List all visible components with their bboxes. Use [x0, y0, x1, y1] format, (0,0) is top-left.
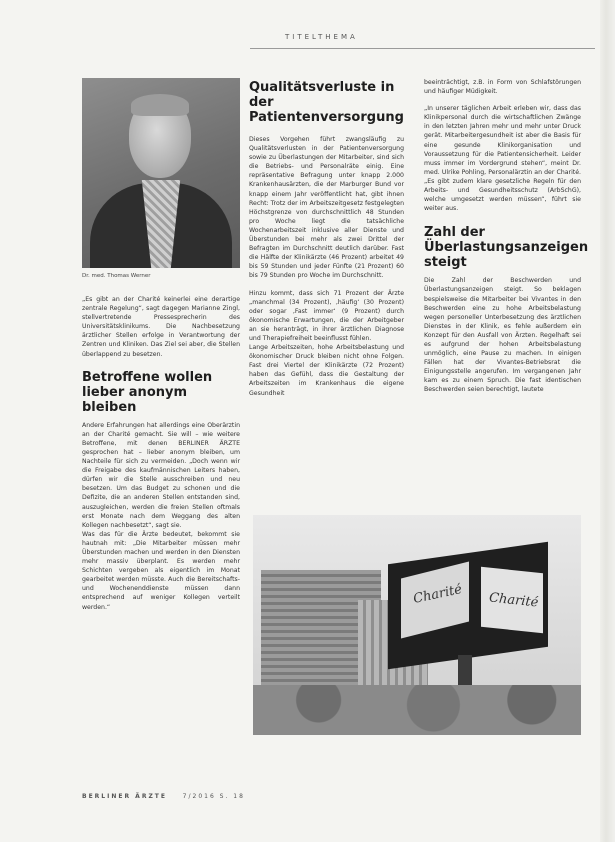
page-footer	[82, 793, 245, 800]
paragraph: Andere Erfahrungen hat allerdings eine Oberärztin an der Charité gemacht. Sie will – wie weitere Betroffene, mit denen BERLINER ÄRZTE gesprochen hat – lieber anonym bleiben, um Nachteile für sich zu vermeiden. „Doch wenn wir die Freigabe des kaufmännischen Leiters haben, dürfen wir die Stelle ausschreiben und neu besetzen. Um das Budget zu schonen und die Defizite, die an anderen Stellen entstanden sind, auszugleichen, werden die freien Stellen oftmals erst Monate nach dem Weggang des alten Kollegen nachbesetzt“, sagt sie.	[82, 421, 240, 529]
photo-logo-left: Charité	[411, 582, 464, 607]
portrait-photo	[82, 78, 240, 268]
portrait-caption: Dr. med. Thomas Werner	[82, 273, 151, 279]
paragraph: Was das für die Ärzte bedeutet, bekommt sie hautnah mit: „Die Mitarbeiter müssen mehr Überstunden machen und werden in den Diensten mehr massiv überplant. Es werden mehr Schichten vergeben als eigentlich im Monat gearbeitet werden müsste. Auch die Bereitschafts- und Wochenenddienste müssen dann entsprechend auf weniger Kollegen verteilt werden.“	[82, 530, 240, 611]
footer-magazine: BERLINER ÄRZTE	[82, 793, 167, 800]
photo-trees	[253, 685, 581, 735]
footer-issue: 7/2016 S. 18	[182, 793, 245, 800]
rubric-rule	[250, 48, 595, 49]
subheading: Zahl der Überlastungsanzeigen steigt	[424, 225, 589, 271]
paragraph: Die Zahl der Beschwerden und Überlastungsanzeigen steigt. So beklagen bespielsweise die Mitarbeiter bei Vivantes in den Beschwerden eine zu hohe Arbeitsbelastung wegen personeller Unterbesetzung des ärztlichen Dienstes in der Klinik, es fehle außerdem ein Konzept für den Ausfall von Ärzten. Regelhaft sei es aufgrund der hohen Arbeitsbelastung unmöglich, eine Pause zu machen. In einigen Fällen hat der Vivantes-Betriebsrat die Einigungsstelle angerufen. Im vergangenen Jahr kam es zu einem Spruch. Die fast identischen Beschwerden seien berechtigt, lautete	[424, 277, 581, 394]
photo-logo-right: Charité	[488, 590, 540, 611]
paragraph: „In unserer täglichen Arbeit erleben wir, dass das Klinikpersonal durch die wirtschaftlichen Zwänge in den letzten Jahren mehr und mehr unter Druck gerät. Mitarbeitergesundheit ist aber die Basis für eine gesunde Klinikorganisation und Voraussetzung für die Patientensicherheit. Leider muss immer im Vordergrund stehen“, meint Dr. med. Ulrike Pohling, Personalärztin an der Charité. „Es gibt zudem klare gesetzliche Regeln für den Arbeits- und Gesundheitsschutz (ArbSchG), welche umgesetzt werden müssen“, führt sie weiter aus.	[424, 105, 581, 213]
paragraph: beeinträchtigt, z.B. in Form von Schlafstörungen und häufiger Müdigkeit.	[424, 79, 581, 96]
subheading: Betroffene wollen lieber anonym bleiben	[82, 369, 213, 415]
paragraph: Lange Arbeitszeiten, hohe Arbeitsbelastung und ökonomischer Druck bleiben nicht ohne Folgen. Fast drei Viertel der Klinikärzte (72 Prozent) haben das Gefühl, dass die Gestaltung der Arbeitszeiten im Krankenhaus die eigene Gesundheit	[249, 344, 404, 397]
article-column-2	[249, 80, 404, 398]
charite-building-photo	[253, 515, 581, 735]
section-rubric: TITELTHEMA	[285, 33, 358, 41]
portrait-hair	[131, 94, 189, 116]
paragraph: Hinzu kommt, dass sich 71 Prozent der Ärzte „manchmal (34 Prozent), ‚häufig‘ (30 Prozent) oder sogar ‚Fast immer‘ (9 Prozent) durch ökonomische Erwartungen, die der Arbeitgeber an sie heranträgt, in ihrer ärztlichen Diagnose und Therapiefreiheit beeinflusst fühlen.	[249, 289, 404, 342]
article-column-3	[424, 78, 589, 395]
binding-shadow	[600, 0, 615, 842]
paragraph: „Es gibt an der Charité keinerlei eine derartige zentrale Regelung“, sagt dagegen Marianne Zingl, stellvertretende Pressesprecherin des Universitätsklinikums. Die Nachbesetzung ärztlicher Stellen erfolge in Verantwortung der Zentren und Kliniken. Das Ziel sei aber, die Stellen überlappend zu besetzen.	[82, 296, 240, 358]
paragraph: Dieses Vorgehen führt zwangsläufig zu Qualitätsverlusten in der Patientenversorgung sowie zu Überlastungen der Mitarbeiter, sind sich die Betriebs- und Personalräte einig. Eine repräsentative Befragung unter knapp 2.000 Krankenhausärzten, die der Marburger Bund vor knapp einem Jahr veröffentlicht hat, gibt ihnen Recht: Trotz der im Arbeitszeitgesetz festgelegten Höchstgrenze von durchschnittlich 48 Stunden pro Woche liegt die tatsächliche Wochenarbeitszeit inklusive aller Dienste und Überstunden bei mehr als zwei Drittel der Befragten im Durchschnitt deutlich darüber. Fast die Hälfte der Klinikärzte (46 Prozent) arbeitet 49 bis 59 Stunden und jeder Fünfte (21 Prozent) 60 bis 79 Stunden pro Woche im Durchschnitt.	[249, 136, 404, 280]
subheading: Qualitätsverluste in der Patientenversorgung	[249, 80, 404, 125]
article-column-1	[82, 295, 240, 612]
